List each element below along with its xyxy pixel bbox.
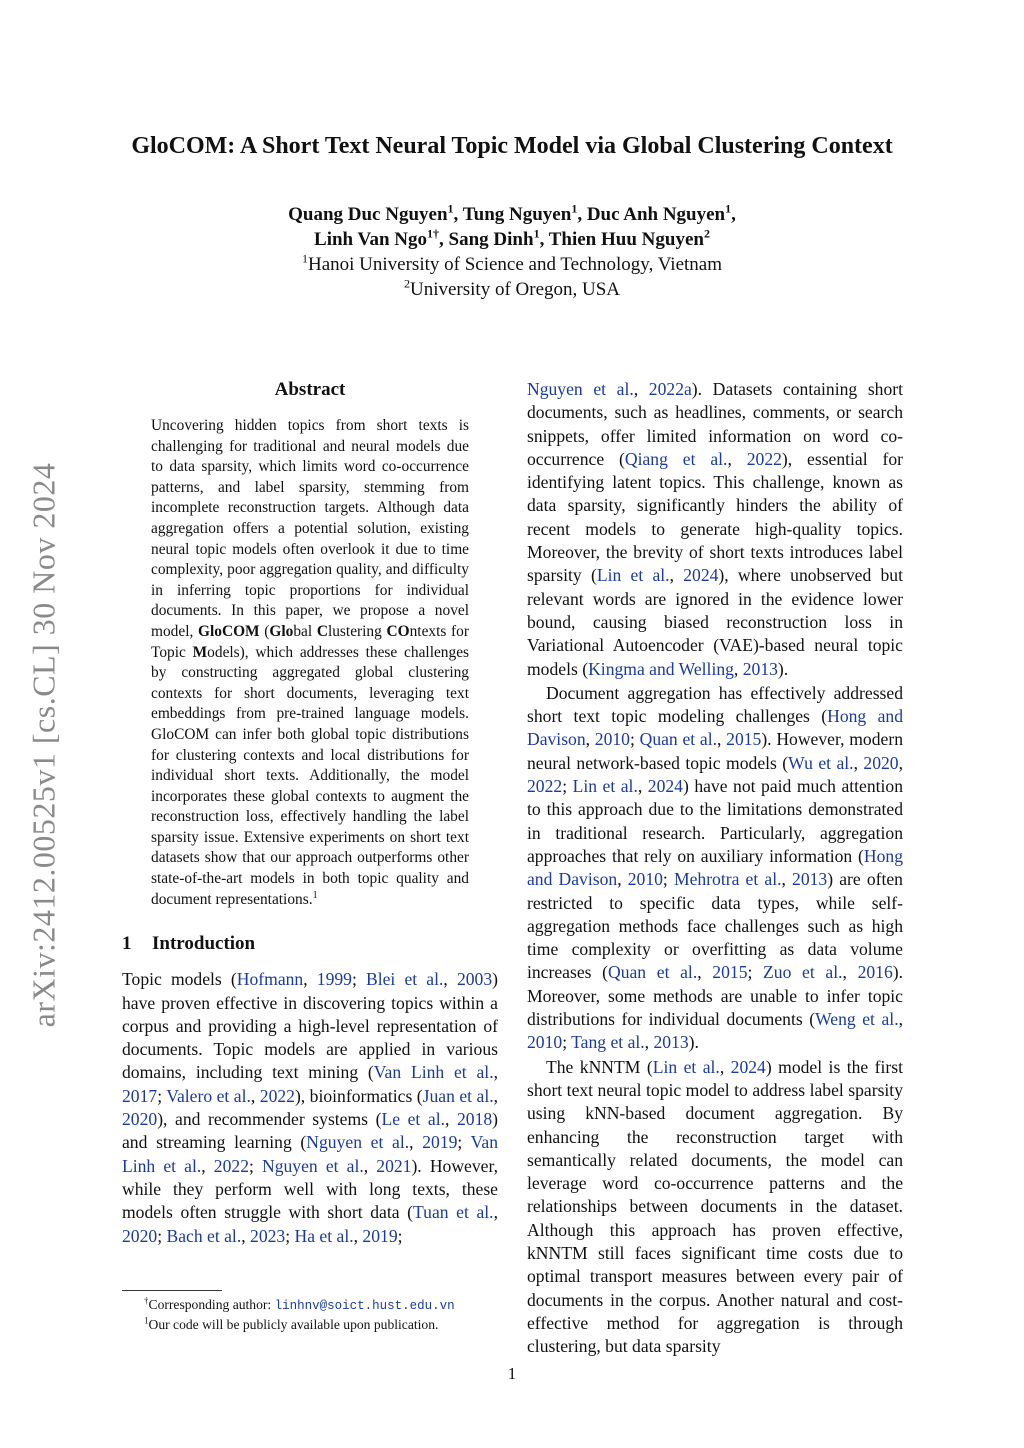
citation-link[interactable]: 2019	[362, 1225, 398, 1246]
author-name: Thien Huu Nguyen	[548, 229, 704, 250]
footnote-text: Corresponding author:	[148, 1297, 275, 1312]
citation-link[interactable]: Hofmann	[236, 969, 304, 990]
body-text: ;	[157, 1225, 167, 1246]
author-names-line-2: Linh Van Ngo$^{1\dagger}$, Sang Dinh$^1$, Thien Huu Nguyen$^2$	[314, 226, 710, 250]
footnote-rule	[122, 1290, 222, 1291]
citation-link[interactable]: 2020	[122, 1109, 158, 1130]
intro-paragraph-knntm	[527, 1056, 903, 1359]
body-text: ,	[617, 869, 628, 890]
body-text: ;	[662, 869, 674, 890]
affiliation-1	[0, 252, 1024, 277]
body-text: ;	[457, 1132, 471, 1153]
abstract-text: (	[259, 622, 270, 640]
citation-link[interactable]: 2010	[527, 1032, 563, 1053]
abstract-text: ntexts for Topic	[151, 622, 469, 661]
citation-link[interactable]: 2022	[259, 1085, 295, 1106]
body-text: ,	[303, 969, 317, 990]
author-names-line-1: Quang Duc Nguyen$^1$, Tung Nguyen$^1$, Duc Anh Nguyen$^1$,	[288, 201, 736, 225]
abstract-text: Uncovering hidden topics from short texts is challenging for traditional and neural models due to data sparsity, which limits word co-occurrence patterns, and label sparsity, stemming from incomplete reconstruction targets. Although data aggregation offers a potential solution, existing neural topic models often overlook it due to time complexity, poor aggregation quality, and difficulty in inferring topic proportions for individual documents. In this paper, we propose a novel model,	[151, 417, 469, 640]
body-text: ;	[157, 1085, 167, 1106]
body-text: ,	[727, 448, 747, 469]
citation-link[interactable]: Blei et al.	[366, 969, 444, 990]
page-number: 1	[507, 1364, 517, 1383]
body-text: ) have proven effective in discovering topics within a corpus and providing a high-level representation of documents. Topic models are applied in various domains, including text mining (	[122, 969, 498, 1083]
citation-link[interactable]: 2022	[746, 448, 782, 469]
citation-link[interactable]: Zuo et al.	[763, 962, 843, 983]
body-text: ;	[747, 962, 764, 983]
body-text: ,	[444, 1109, 457, 1130]
body-text: ,	[719, 1056, 731, 1077]
arxiv-identifier-stamp: arXiv:2412.00525v1 [cs.CL] 30 Nov 2024	[25, 462, 62, 1028]
citation-link[interactable]: 2020	[863, 752, 899, 773]
citation-link[interactable]: Lin et al.	[596, 565, 670, 586]
author-affiliation-mark: 1	[533, 226, 540, 241]
citation-link[interactable]: 2013	[653, 1032, 689, 1053]
body-text: ). However, modern neural network-based topic models (	[527, 729, 903, 773]
author-affiliation-mark: 1	[447, 201, 454, 216]
footnote-mark: 1	[144, 1314, 149, 1325]
body-text: ,	[898, 752, 903, 773]
affiliation-mark: 1	[301, 251, 308, 266]
citation-link[interactable]: Mehrotra et al.	[673, 869, 782, 890]
body-text: ,	[697, 962, 713, 983]
citation-link[interactable]: Qiang et al.	[624, 448, 728, 469]
body-text: ), essential for identifying latent topics. This challenge, known as data sparsity, significantly hinders the ability of recent models to generate high-quality topics. Moreover, the brevity of short texts introduces label sparsity (	[527, 448, 904, 586]
citation-link[interactable]: 2024	[683, 565, 719, 586]
body-text: ,	[363, 1155, 377, 1176]
body-text: ,	[781, 869, 793, 890]
abstract-text: lustering	[327, 622, 387, 640]
body-text: ). Moreover, some methods are unable to infer topic distributions for individual documents (	[527, 962, 904, 1030]
citation-link[interactable]: Valero et al.	[166, 1085, 251, 1106]
body-text: ,	[250, 1085, 260, 1106]
author-name: Linh Van Ngo	[314, 229, 428, 250]
citation-link[interactable]: Nguyen et al.	[262, 1155, 364, 1176]
intro-paragraph-left	[122, 968, 498, 1248]
abstract-body	[151, 416, 469, 910]
citation-link[interactable]: Kingma and Welling	[588, 658, 734, 679]
citation-link[interactable]: 2013	[792, 869, 828, 890]
affiliation-text: University of Oregon, USA	[409, 279, 621, 300]
paper-title: GloCOM: A Short Text Neural Topic Model via Global Clustering Context	[131, 133, 893, 159]
author-name: Sang Dinh	[448, 229, 534, 250]
body-text: ), where unobserved but relevant words are ignored in the evidence lower bound, causing biased reconstruction loss in Variational Autoencoder (VAE)-based neural topic models (	[527, 565, 903, 679]
body-text: Topic models (	[122, 969, 237, 990]
abstract-heading: Abstract	[274, 379, 346, 400]
right-column	[527, 378, 903, 1358]
citation-link[interactable]: 2010	[594, 729, 630, 750]
citation-link[interactable]: Van Linh et al.	[373, 1062, 494, 1083]
author-affiliation-mark: 2	[703, 226, 710, 241]
citation-link[interactable]: Tuan et al.	[413, 1202, 494, 1223]
body-text: ;	[562, 1032, 572, 1053]
body-text: ;	[562, 776, 573, 797]
author-affiliation-mark: 1†	[427, 226, 440, 241]
section-title: Introduction	[152, 933, 256, 955]
affiliation-2	[0, 277, 1024, 302]
citation-link[interactable]: Van Linh et al.	[122, 1132, 499, 1176]
citation-link[interactable]: Lin et al.	[572, 776, 638, 797]
body-text: ,	[842, 962, 858, 983]
body-text: ,	[493, 1202, 498, 1223]
body-text: ,	[717, 729, 727, 750]
acronym-letters: Glo	[269, 622, 294, 640]
body-text: ,	[585, 729, 595, 750]
citation-link[interactable]: 2015	[726, 729, 762, 750]
author-name: Quang Duc Nguyen	[288, 204, 448, 225]
body-text: ). Datasets containing short documents, such as headlines, comments, or search snippets, offer limited information on word co-occurrence (	[527, 379, 904, 469]
citation-link[interactable]: Ha et al.	[294, 1225, 354, 1246]
section-number: 1	[122, 933, 132, 955]
body-text: ;	[285, 1225, 295, 1246]
citation-link[interactable]: 2017	[122, 1085, 158, 1106]
affiliation-text: Hanoi University of Science and Technology, Vietnam	[307, 254, 723, 275]
section-heading-introduction	[122, 932, 498, 956]
body-text: ) model is the first short text neural topic model to address label sparsity using kNN-based document aggregation. By enhancing the reconstruction target with semantically related documents, the model can leverage word co-occurrence patterns and the relationships between documents in the dataset. Although this approach has proven effective, kNNTM still faces significant time costs due to optimal transport measures between every pair of documents in the corpus. Another natural and cost-effective method for aggregation is through clustering, but data sparsity	[527, 1056, 904, 1357]
citation-link[interactable]: 2022	[527, 776, 563, 797]
model-name: GloCOM	[198, 622, 260, 640]
body-text: ). However, while they perform well with long texts, these models often struggle with short data (	[122, 1155, 499, 1223]
left-column	[122, 378, 498, 1248]
body-text: ,	[633, 379, 649, 399]
footnotes	[122, 1290, 498, 1334]
abstract-text: bal	[293, 622, 317, 640]
body-text: ,	[493, 1062, 498, 1083]
citation-link[interactable]: Quan et al.	[608, 962, 698, 983]
footnote-text: Our code will be publicly available upon publication.	[148, 1316, 439, 1332]
affiliation-mark: 2	[403, 276, 410, 291]
body-text: ).	[777, 658, 789, 679]
author-name: Duc Anh Nguyen	[586, 204, 726, 225]
footnote-mark: †	[144, 1295, 149, 1306]
abstract-text: odels), which addresses these challenges by constructing aggregated global clustering contexts for short documents, leveraging text embeddings from pre-trained language models. GloCOM can infer both global topic distributions for clustering contexts and local distributions for individual short texts. Additionally, the model incorporates these global contexts to augment the reconstruction loss, effectively handling the label sparsity issue. Extensive experiments on short text datasets show that our approach outperforms other state-of-the-art models in both topic quality and document representations.	[151, 643, 470, 908]
acronym-letters: M	[192, 643, 208, 661]
citation-link[interactable]: 2018	[456, 1109, 493, 1130]
body-text: Document aggregation has effectively addressed short text topic modeling challenges (	[527, 682, 903, 727]
email-link[interactable]: linhnv@soict.hust.edu.vn	[274, 1299, 455, 1313]
intro-paragraph-aggregation	[527, 682, 903, 1055]
body-text: ,	[241, 1225, 251, 1246]
body-text: ), bioinformatics (	[294, 1085, 423, 1106]
citation-link[interactable]: 2024	[647, 776, 683, 797]
body-text: ), and recommender systems (	[157, 1109, 382, 1130]
acronym-letters: CO	[386, 622, 410, 640]
body-text: ,	[353, 1225, 363, 1246]
citation-link[interactable]: 2013	[742, 658, 778, 679]
body-text: ) are often restricted to specific data types, while self-aggregation methods face challenges such as high time complexity or overfitting as data volume increases (	[527, 869, 903, 983]
citation-link[interactable]: Lin et al.	[652, 1056, 720, 1077]
footnote-code-availability	[122, 1316, 498, 1335]
citation-link[interactable]: Bach et al.	[166, 1225, 242, 1246]
citation-link[interactable]: 2019	[422, 1132, 458, 1153]
citation-link[interactable]: Le et al.	[381, 1109, 445, 1130]
author-affiliation-mark: 1	[725, 201, 732, 216]
citation-link[interactable]: 2022a	[648, 379, 692, 399]
acronym-letters: C	[316, 622, 328, 640]
citation-link[interactable]: 2020	[122, 1225, 158, 1246]
citation-link[interactable]: Hong and Davison	[527, 845, 903, 890]
body-text: ,	[898, 1009, 903, 1030]
citation-link[interactable]: 2023	[250, 1225, 286, 1246]
citation-link[interactable]: Nguyen et al.	[527, 379, 634, 399]
citation-link[interactable]: 2021	[376, 1155, 412, 1176]
citation-link[interactable]: Nguyen et al.	[306, 1132, 410, 1153]
intro-paragraph-continued	[527, 378, 903, 681]
citation-link[interactable]: 1999	[316, 969, 352, 990]
body-text: ;	[397, 1225, 403, 1246]
body-text: ,	[409, 1132, 423, 1153]
body-text: ,	[443, 969, 457, 990]
author-name: Tung Nguyen	[462, 204, 572, 225]
body-text: ;	[248, 1155, 262, 1176]
body-text: ,	[853, 752, 864, 773]
citation-link[interactable]: 2003	[456, 969, 493, 990]
citation-link[interactable]: 2010	[627, 869, 663, 890]
citation-link[interactable]: 2022	[213, 1155, 249, 1176]
body-text: ;	[629, 729, 640, 750]
citation-link[interactable]: Tang et al.	[571, 1032, 645, 1053]
citation-link[interactable]: Wu et al.	[788, 752, 854, 773]
body-text: The kNNTM (	[546, 1056, 653, 1077]
body-text: ,	[644, 1032, 654, 1053]
author-block	[0, 202, 1024, 302]
body-text: ) have not paid much attention to this approach due to the limitations demonstrated in traditional research. Particularly, aggregation approaches that rely on auxiliary information (	[527, 776, 904, 866]
citation-link[interactable]: Quan et al.	[639, 729, 717, 750]
citation-link[interactable]: 2016	[857, 962, 893, 983]
citation-link[interactable]: Juan et al.	[422, 1085, 494, 1106]
citation-link[interactable]: 2015	[712, 962, 748, 983]
body-text: ,	[201, 1155, 214, 1176]
body-text: ,	[493, 1085, 499, 1106]
body-text: ).	[688, 1032, 699, 1053]
body-text: ) and streaming learning (	[122, 1109, 499, 1153]
citation-link[interactable]: 2024	[730, 1056, 766, 1077]
body-text: ;	[351, 969, 366, 990]
body-text: ,	[733, 658, 743, 679]
citation-link[interactable]: Weng et al.	[815, 1009, 899, 1030]
footnote-corresponding-author	[122, 1296, 498, 1316]
body-text: ,	[669, 565, 684, 586]
citation-link[interactable]: Hong and Davison	[527, 706, 903, 750]
body-text: ,	[637, 776, 648, 797]
author-affiliation-mark: 1	[571, 201, 578, 216]
footnote-mark: 1	[312, 889, 318, 901]
